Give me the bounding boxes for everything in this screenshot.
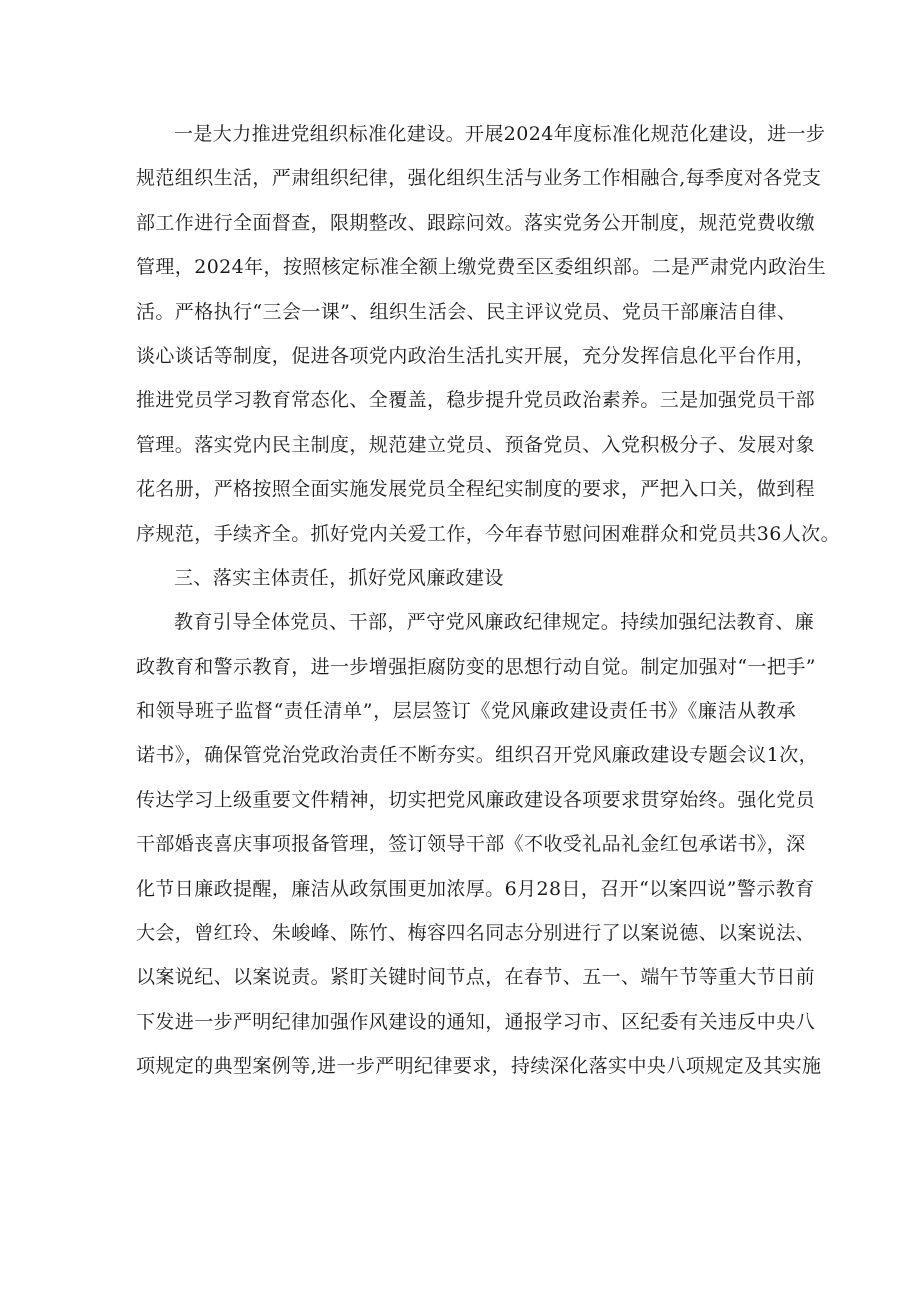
paragraph-line: 活。严格执行“三会一课”、组织生活会、民主评议党员、党员干部廉洁自律、 (136, 300, 797, 323)
paragraph-line: 管理。落实党内民主制度，规范建立党员、预备党员、入党积极分子、发展对象 (136, 433, 816, 456)
paragraph-line: 诺书》，确保管党治党政治责任不断夯实。组织召开党风廉政建设专题会议1次， (136, 744, 818, 767)
paragraph-line: 规范组织生活，严肃组织纪律，强化组织生活与业务工作相融合,每季度对各党支 (136, 167, 822, 190)
paragraph-line: 和领导班子监督“责任清单”，层层签订《党风廉政建设责任书》《廉洁从教承 (136, 700, 796, 723)
paragraph-line: 部工作进行全面督查，限期整改、跟踪问效。落实党务公开制度，规范党费收缴 (136, 211, 816, 234)
paragraph-first-line: 一是大力推进党组织标准化建设。开展2024年度标准化规范化建设，进一步 (174, 123, 826, 145)
paragraph-line: 化节日廉政提醒，廉洁从政氛围更加浓厚。6月28日，召开“以案四说”警示教育 (136, 877, 815, 900)
document-body (136, 112, 840, 1089)
paragraph-line: 大会，曾红玲、朱峻峰、陈竹、梅容四名同志分别进行了以案说德、以案说法、 (136, 922, 816, 945)
paragraph-line: 推进党员学习教育常态化、全覆盖，稳步提升党员政治素养。三是加强党员干部 (136, 389, 816, 412)
paragraph-first-line: 教育引导全体党员、干部，严守党风廉政纪律规定。持续加强纪法教育、廉 (174, 611, 815, 634)
paragraph-line: 下发进一步严明纪律加强作风建设的通知，通报学习市、区纪委有关违反中央八 (136, 1010, 816, 1033)
paragraph-line: 以案说纪、以案说责。紧盯关键时间节点，在春节、五一、端午节等重大节日前 (136, 966, 816, 989)
paragraph-line: 管理，2024年，按照核定标准全额上缴党费至区委组织部。二是严肃党内政治生 (136, 256, 827, 279)
paragraph-line: 谈心谈话等制度，促进各项党内政治生活扎实开展，充分发挥信息化平台作用， (136, 344, 816, 367)
paragraph-line: 传达学习上级重要文件精神，切实把党风廉政建设各项要求贯穿始终。强化党员 (136, 788, 816, 811)
paragraph-line: 花名册，严格按照全面实施发展党员全程纪实制度的要求，严把入口关，做到程 (136, 478, 816, 501)
paragraph-first-line: 三、落实主体责任，抓好党风廉政建设 (174, 566, 504, 589)
paragraph-line: 政教育和警示教育，进一步增强拒腐防变的思想行动自觉。制定加强对“一把手” (136, 655, 816, 678)
paragraph-line: 项规定的典型案例等,进一步严明纪律要求，持续深化落实中央八项规定及其实施 (136, 1055, 822, 1078)
paragraph-line: 干部婚丧喜庆事项报备管理，签订领导干部《不收受礼品礼金红包承诺书》，深 (136, 833, 806, 856)
paragraph-line: 序规范，手续齐全。抓好党内关爱工作，今年春节慰问困难群众和党员共36人次。 (136, 522, 840, 545)
